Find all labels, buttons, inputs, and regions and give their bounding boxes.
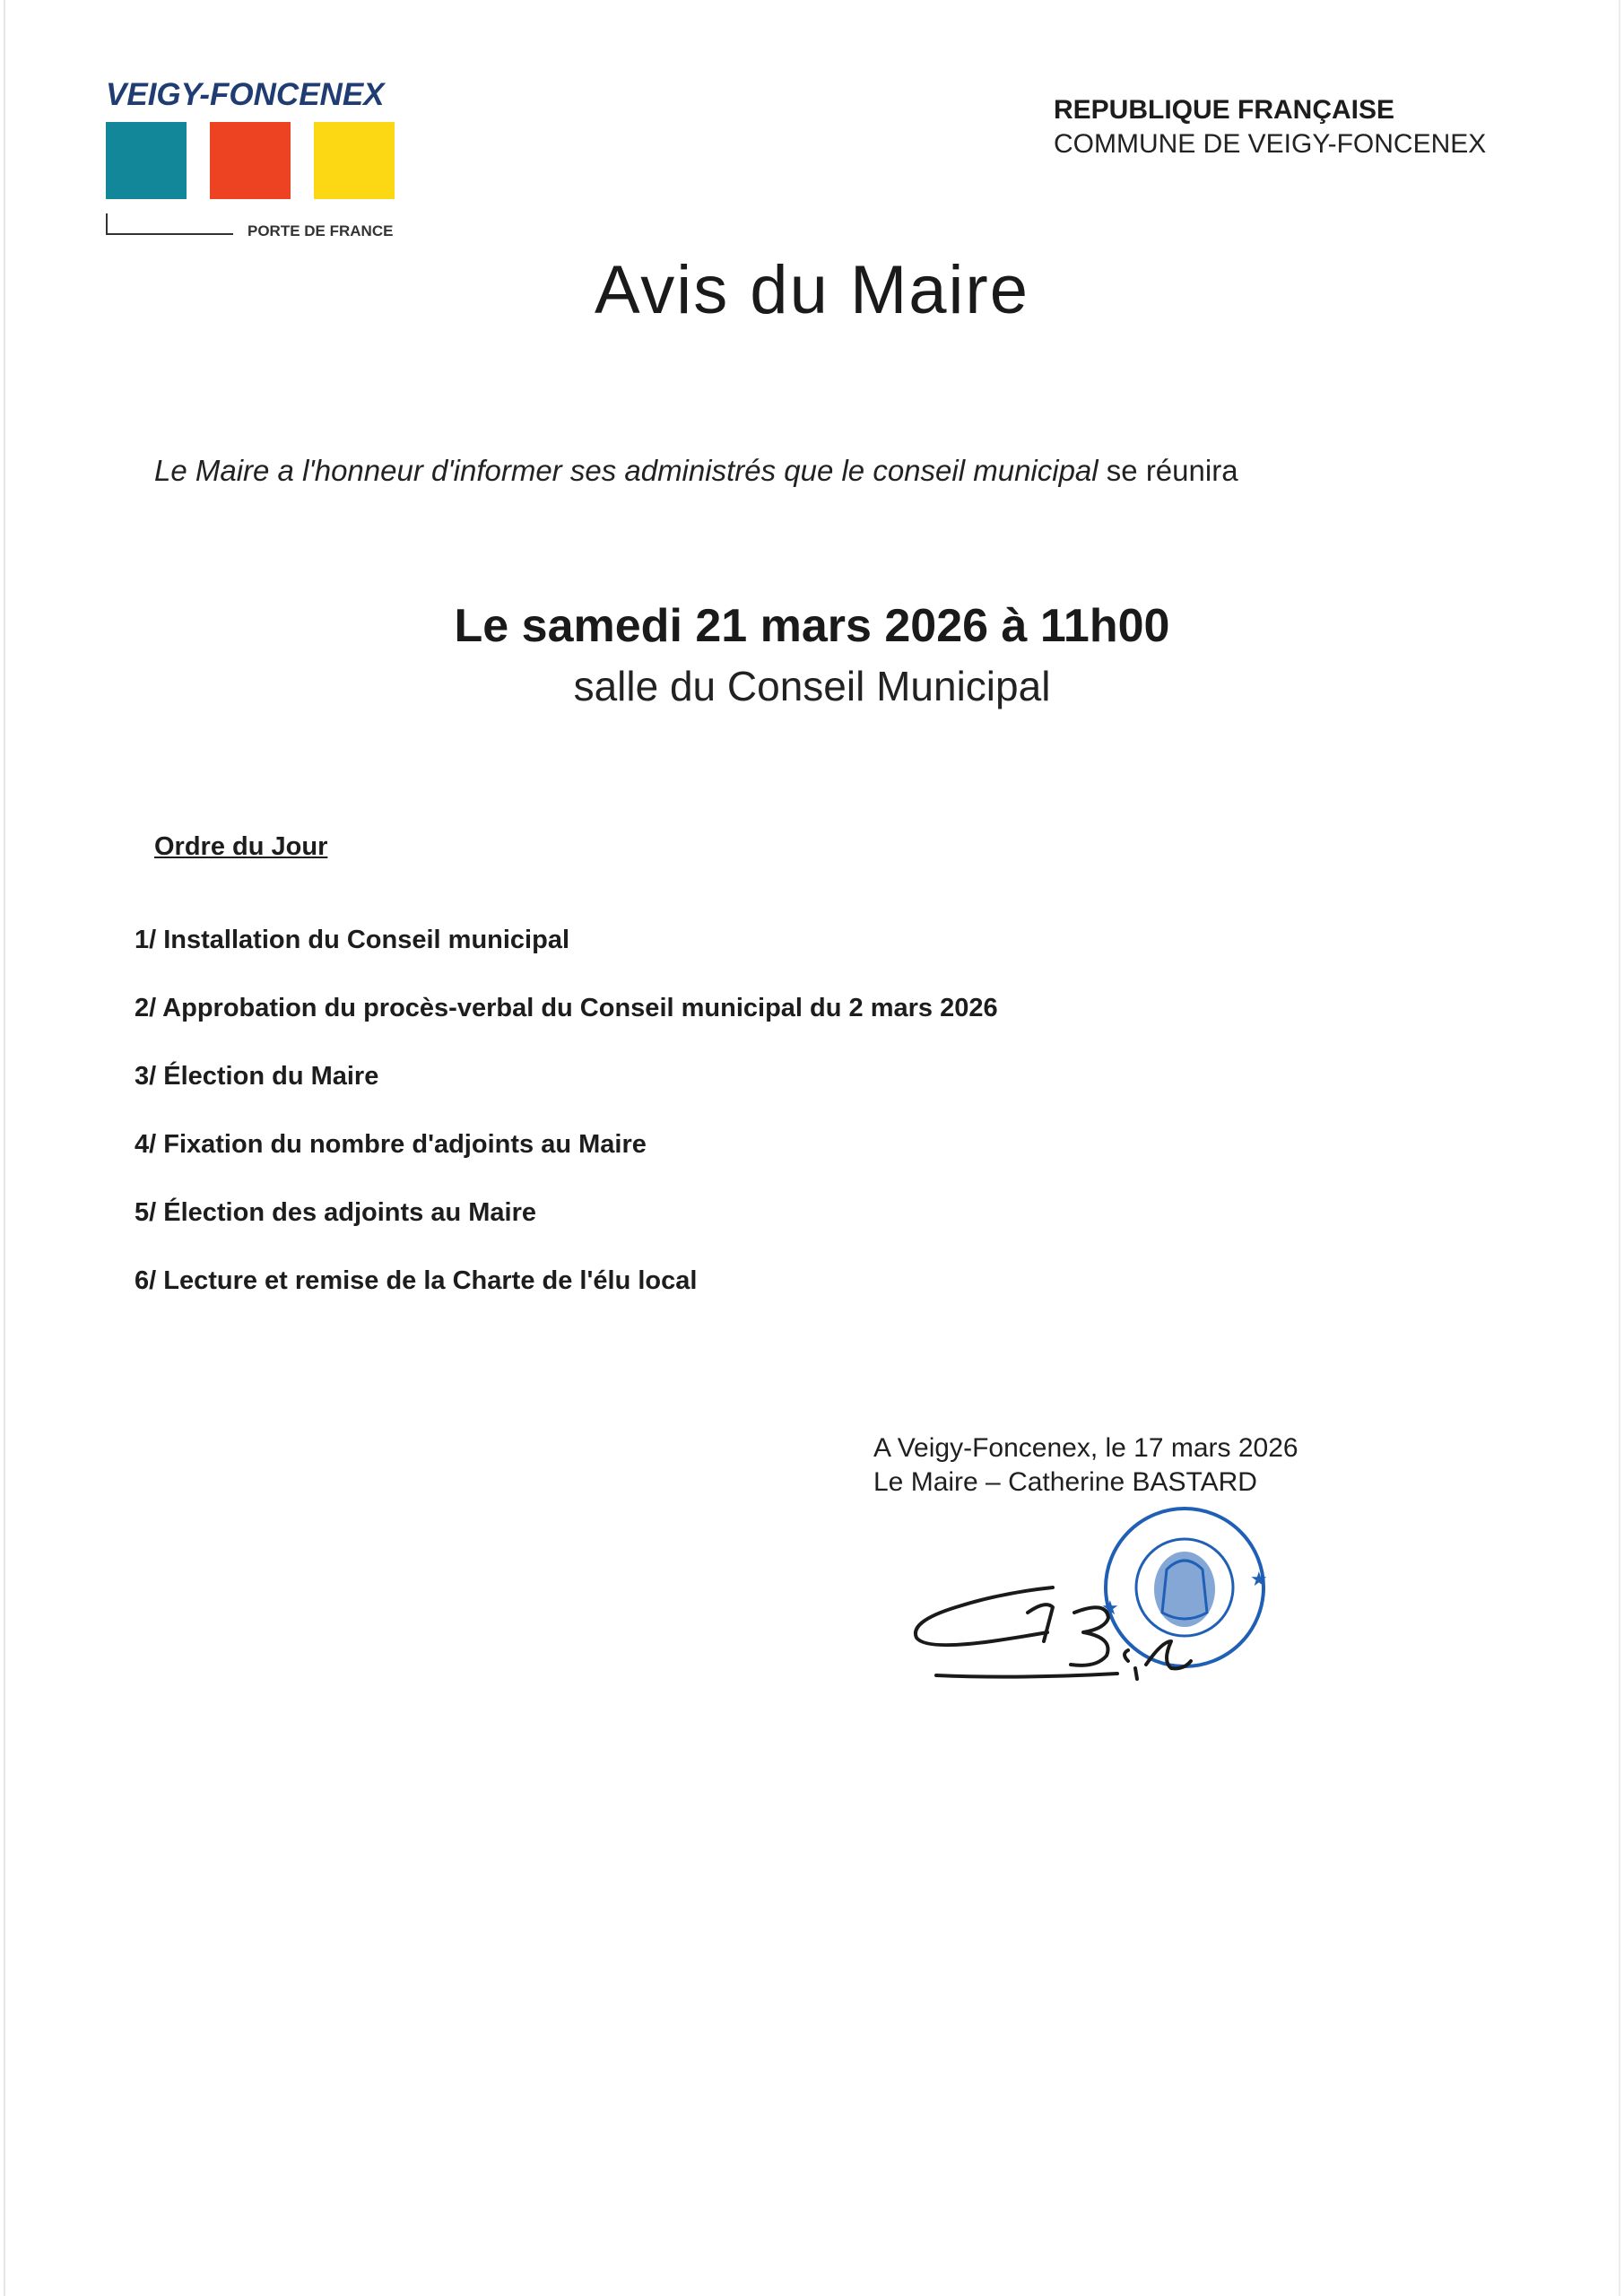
commune-logo xyxy=(106,77,402,248)
signatory-name: Le Maire – Catherine BASTARD xyxy=(873,1467,1257,1497)
republic-header xyxy=(1054,95,1556,160)
intro-text xyxy=(154,454,1238,488)
signature-and-stamp xyxy=(893,1507,1288,1713)
meeting-date: Le samedi 21 mars 2026 à 11h00 xyxy=(454,600,1170,652)
official-stamp-icon xyxy=(1101,1509,1268,1666)
agenda-heading: Ordre du Jour xyxy=(154,832,328,861)
republic-title: REPUBLIQUE FRANÇAISE xyxy=(1054,95,1395,125)
agenda-list xyxy=(135,926,998,1335)
logo-tagline: PORTE DE FRANCE xyxy=(248,222,394,239)
logo-red-square xyxy=(210,122,291,199)
svg-text:★: ★ xyxy=(1250,1569,1268,1591)
agenda-item: 3/ Élection du Maire xyxy=(135,1062,379,1091)
logo-yellow-square xyxy=(314,122,395,199)
agenda-item: 5/ Élection des adjoints au Maire xyxy=(135,1198,537,1227)
logo-teal-square xyxy=(106,122,187,199)
handwritten-signature-icon xyxy=(916,1587,1191,1679)
commune-name: COMMUNE DE VEIGY-FONCENEX xyxy=(1054,129,1487,159)
signature-place-date: A Veigy-Foncenex, le 17 mars 2026 xyxy=(873,1433,1298,1463)
agenda-item: 4/ Fixation du nombre d'adjoints au Maire xyxy=(135,1130,647,1159)
signature-block xyxy=(873,1431,1298,1500)
intro-italic: Le Maire a l'honneur d'informer ses administrés que le conseil municipal xyxy=(154,454,1099,487)
agenda-item: 6/ Lecture et remise de la Charte de l'élu local xyxy=(135,1266,698,1295)
intro-tail: se réunira xyxy=(1106,454,1238,487)
svg-text:★: ★ xyxy=(1101,1597,1119,1620)
agenda-item: 1/ Installation du Conseil municipal xyxy=(135,926,570,954)
logo-bracket xyxy=(106,213,233,235)
page-title: Avis du Maire xyxy=(594,252,1029,328)
logo-name: VEIGY-FONCENEX xyxy=(106,77,385,112)
agenda-item: 2/ Approbation du procès-verbal du Conseil municipal du 2 mars 2026 xyxy=(135,994,998,1022)
meeting-place: salle du Conseil Municipal xyxy=(573,663,1051,709)
